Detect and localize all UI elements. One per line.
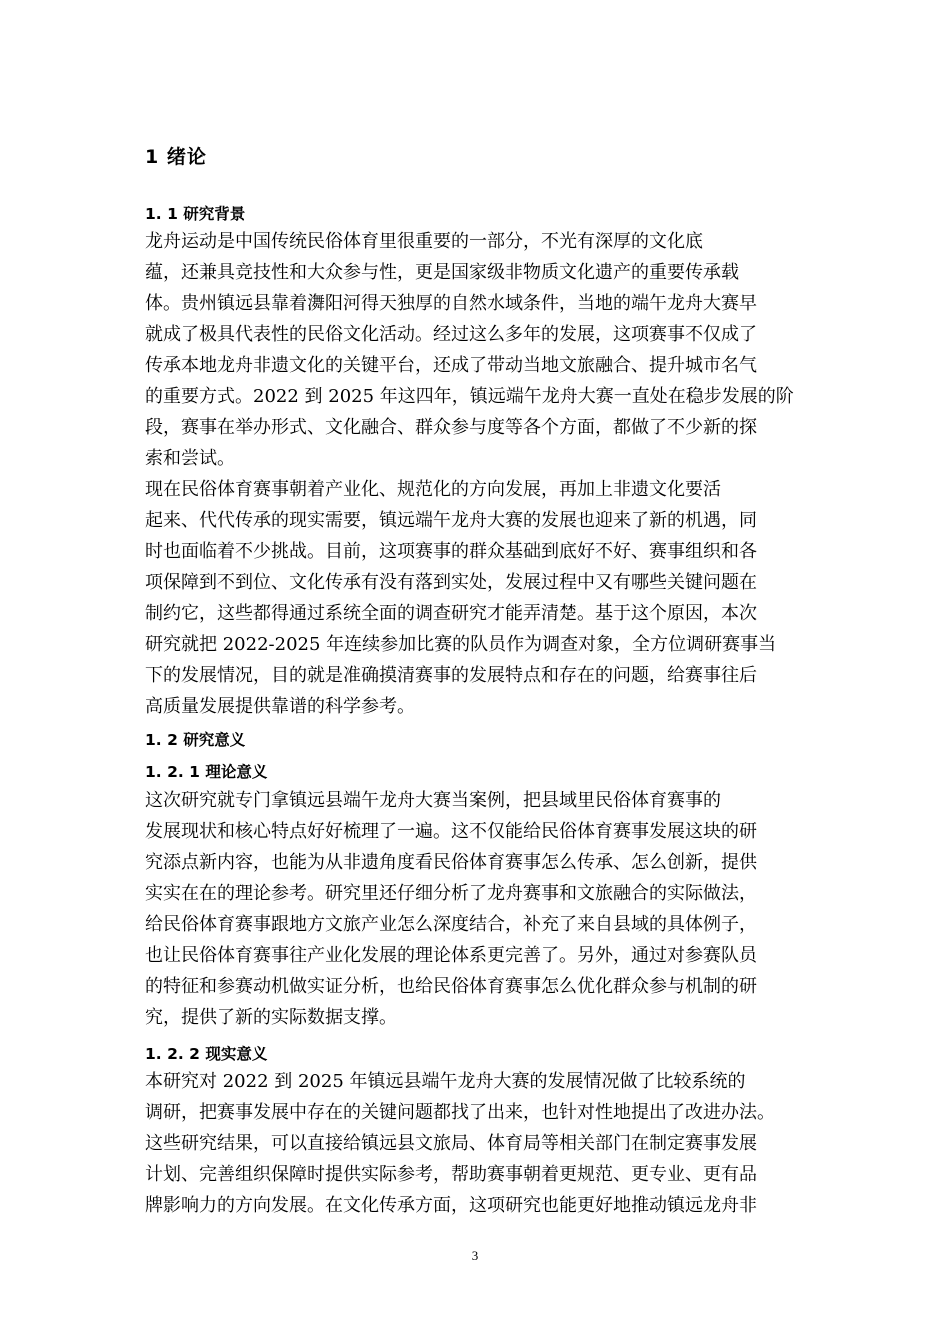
text-line: 调研，把赛事发展中存在的关键问题都找了出来，也针对性地提出了改进办法。 (145, 1102, 775, 1123)
text-line: 究，提供了新的实际数据支撑。 (145, 1007, 397, 1028)
text-line: 高质量发展提供靠谱的科学参考。 (145, 696, 415, 717)
text-line: 研究就把 2022-2025 年连续参加比赛的队员作为调查对象，全方位调研赛事当 (145, 634, 777, 655)
text-line: 这些研究结果，可以直接给镇远县文旅局、体育局等相关部门在制定赛事发展 (145, 1133, 757, 1154)
chapter-heading: 1 绪论 (145, 146, 207, 168)
paragraph-background-2 (145, 474, 810, 722)
page-number: 3 (471, 1248, 479, 1263)
text-line: 现在民俗体育赛事朝着产业化、规范化的方向发展，再加上非遗文化要活 (145, 479, 721, 500)
text-line: 给民俗体育赛事跟地方文旅产业怎么深度结合，补充了来自县域的具体例子， (145, 914, 757, 935)
section-heading-1-2: 1. 2 研究意义 (145, 731, 246, 749)
text-line: 索和尝试。 (145, 448, 235, 469)
text-line: 究添点新内容，也能为从非遗角度看民俗体育赛事怎么传承、怎么创新，提供 (145, 852, 757, 873)
text-line: 就成了极具代表性的民俗文化活动。经过这么多年的发展，这项赛事不仅成了 (145, 324, 757, 345)
section-heading-1-1: 1. 1 研究背景 (145, 205, 246, 223)
text-line: 蕴，还兼具竞技性和大众参与性，更是国家级非物质文化遗产的重要传承载 (145, 262, 739, 283)
text-line: 本研究对 2022 到 2025 年镇远县端午龙舟大赛的发展情况做了比较系统的 (145, 1071, 746, 1092)
text-line: 体。贵州镇远县靠着㵲阳河得天独厚的自然水域条件，当地的端午龙舟大赛早 (145, 293, 757, 314)
text-line: 这次研究就专门拿镇远县端午龙舟大赛当案例，把县域里民俗体育赛事的 (145, 790, 721, 811)
text-line: 下的发展情况，目的就是准确摸清赛事的发展特点和存在的问题，给赛事往后 (145, 665, 757, 686)
paragraph-practice (145, 1066, 810, 1221)
text-line: 也让民俗体育赛事往产业化发展的理论体系更完善了。另外，通过对参赛队员 (145, 945, 757, 966)
text-line: 实实在在的理论参考。研究里还仔细分析了龙舟赛事和文旅融合的实际做法， (145, 883, 757, 904)
paragraph-background-1 (145, 226, 810, 474)
section-heading-1-2-2: 1. 2. 2 现实意义 (145, 1045, 268, 1063)
text-line: 龙舟运动是中国传统民俗体育里很重要的一部分，不光有深厚的文化底 (145, 231, 703, 252)
text-line: 段，赛事在举办形式、文化融合、群众参与度等各个方面，都做了不少新的探 (145, 417, 757, 438)
paragraph-theory (145, 785, 810, 1033)
text-line: 制约它，这些都得通过系统全面的调查研究才能弄清楚。基于这个原因，本次 (145, 603, 757, 624)
text-line: 起来、代代传承的现实需要，镇远端午龙舟大赛的发展也迎来了新的机遇，同 (145, 510, 757, 531)
text-line: 时也面临着不少挑战。目前，这项赛事的群众基础到底好不好、赛事组织和各 (145, 541, 757, 562)
text-line: 项保障到不到位、文化传承有没有落到实处，发展过程中又有哪些关键问题在 (145, 572, 757, 593)
text-line: 的重要方式。2022 到 2025 年这四年，镇远端午龙舟大赛一直处在稳步发展的阶 (145, 386, 794, 407)
text-line: 计划、完善组织保障时提供实际参考，帮助赛事朝着更规范、更专业、更有品 (145, 1164, 757, 1185)
text-line: 传承本地龙舟非遗文化的关键平台，还成了带动当地文旅融合、提升城市名气 (145, 355, 757, 376)
section-heading-1-2-1: 1. 2. 1 理论意义 (145, 763, 268, 781)
text-line: 的特征和参赛动机做实证分析，也给民俗体育赛事怎么优化群众参与机制的研 (145, 976, 757, 997)
text-line: 牌影响力的方向发展。在文化传承方面，这项研究也能更好地推动镇远龙舟非 (145, 1195, 757, 1216)
text-line: 发展现状和核心特点好好梳理了一遍。这不仅能给民俗体育赛事发展这块的研 (145, 821, 757, 842)
